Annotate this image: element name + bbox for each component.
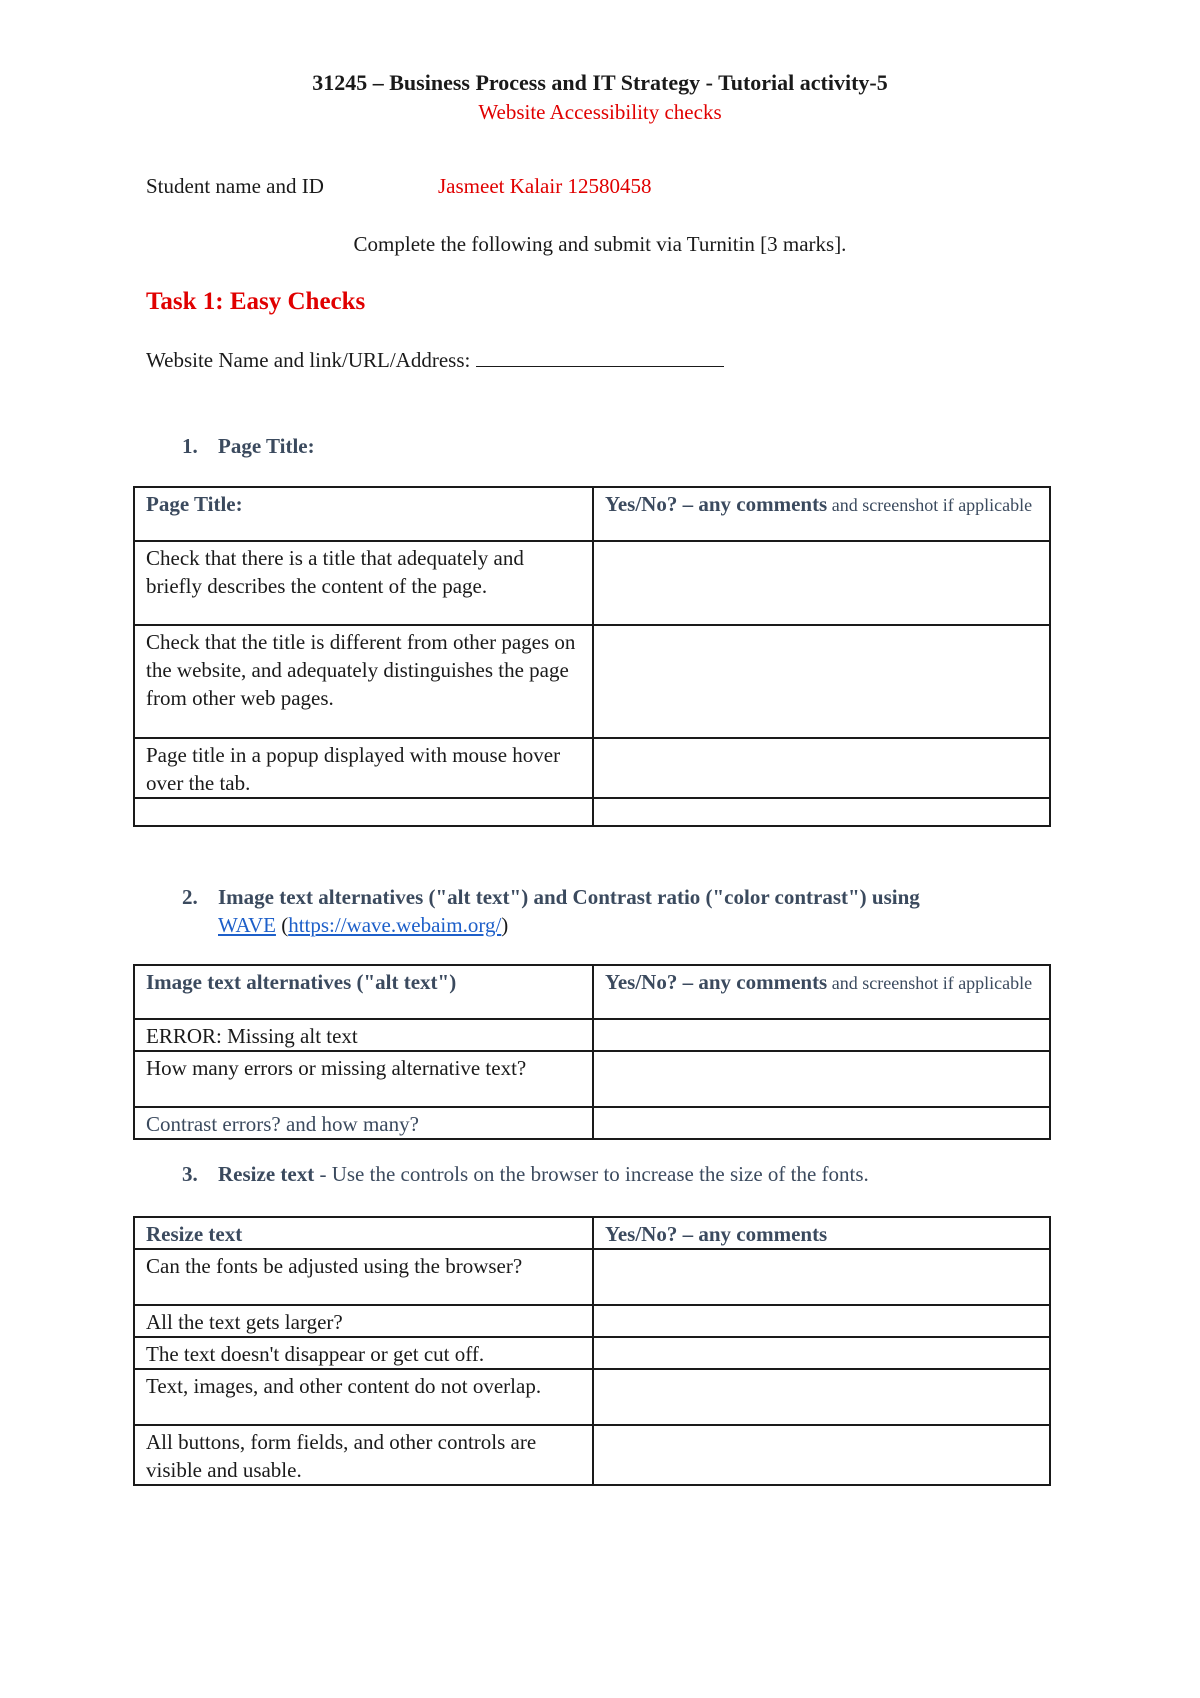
- table-cell-answer[interactable]: [593, 1305, 1050, 1337]
- student-value: Jasmeet Kalair 12580458: [438, 174, 652, 198]
- table-cell-check: How many errors or missing alternative text?: [134, 1051, 593, 1107]
- table-header-row: [134, 965, 1050, 1019]
- table-header-left: Image text alternatives ("alt text"): [134, 965, 593, 1019]
- table-cell-answer[interactable]: [593, 1107, 1050, 1139]
- website-field: [146, 346, 724, 373]
- page-title-table: [133, 486, 1051, 827]
- website-label: Website Name and link/URL/Address:: [146, 348, 471, 372]
- table-header-right: [593, 965, 1050, 1019]
- wave-url-link[interactable]: https://wave.webaim.org/: [288, 913, 502, 937]
- table-row: [134, 1425, 1050, 1485]
- table-cell-answer[interactable]: [593, 1019, 1050, 1051]
- header-right-bold: Yes/No? – any comments: [605, 970, 828, 994]
- wave-link[interactable]: WAVE: [218, 913, 276, 937]
- alt-text-table: [133, 964, 1051, 1140]
- document-title: 31245 – Business Process and IT Strategy - Tutorial activity-5: [312, 70, 888, 95]
- student-label: Student name and ID: [146, 174, 324, 198]
- table-row: [134, 625, 1050, 738]
- table-cell-check: ERROR: Missing alt text: [134, 1019, 593, 1051]
- section2-title: Image text alternatives ("alt text") and Contrast ratio ("color contrast") using: [218, 885, 920, 909]
- table-cell-answer[interactable]: [593, 1249, 1050, 1305]
- table-cell-answer[interactable]: [593, 738, 1050, 798]
- table-header-row: [134, 487, 1050, 541]
- table-row: [134, 1305, 1050, 1337]
- table-cell-answer[interactable]: [593, 625, 1050, 738]
- table-row: [134, 798, 1050, 826]
- table-header-row: [134, 1217, 1050, 1249]
- paren-close: ): [501, 913, 509, 937]
- section3-description: - Use the controls on the browser to increase the size of the fonts.: [314, 1162, 869, 1186]
- table-cell-answer[interactable]: [593, 798, 1050, 826]
- table-row: [134, 1107, 1050, 1139]
- table-row: [134, 1051, 1050, 1107]
- section3-title: Resize text: [218, 1162, 315, 1186]
- table-row: [134, 1019, 1050, 1051]
- section1-title: Page Title:: [218, 434, 315, 458]
- section3-heading: [182, 1162, 869, 1187]
- table-header-right: [593, 1217, 1050, 1249]
- table-row: [134, 1369, 1050, 1425]
- task-heading: Task 1: Easy Checks: [146, 288, 366, 315]
- document-subtitle: Website Accessibility checks: [478, 100, 722, 124]
- table-cell-check: Check that there is a title that adequately and briefly describes the content of the page.: [134, 541, 593, 625]
- resize-text-table: [133, 1216, 1051, 1486]
- table-cell-check: Check that the title is different from other pages on the website, and adequately distinguishes the page from other web pages.: [134, 625, 593, 738]
- section1-heading: [182, 434, 315, 459]
- table-row: [134, 541, 1050, 625]
- table-cell-answer[interactable]: [593, 1051, 1050, 1107]
- table-cell-answer[interactable]: [593, 1337, 1050, 1369]
- table-cell-check: Contrast errors? and how many?: [134, 1107, 593, 1139]
- table-cell-check: Page title in a popup displayed with mouse hover over the tab.: [134, 738, 593, 798]
- table-cell-answer[interactable]: [593, 1369, 1050, 1425]
- section2-heading: [182, 883, 1042, 939]
- table-header-left: Resize text: [134, 1217, 593, 1249]
- table-cell-check: All buttons, form fields, and other controls are visible and usable.: [134, 1425, 593, 1485]
- header-right-bold: Yes/No? – any comments: [605, 1222, 828, 1246]
- table-cell-answer[interactable]: [593, 541, 1050, 625]
- table-cell-check: The text doesn't disappear or get cut off.: [134, 1337, 593, 1369]
- paren-open: (: [275, 913, 289, 937]
- table-cell-check: Can the fonts be adjusted using the browser?: [134, 1249, 593, 1305]
- instruction-text: Complete the following and submit via Turnitin [3 marks].: [353, 232, 847, 256]
- table-header-left: Page Title:: [134, 487, 593, 541]
- table-cell-answer[interactable]: [593, 1425, 1050, 1485]
- table-cell-check: All the text gets larger?: [134, 1305, 593, 1337]
- header-right-small: and screenshot if applicable: [827, 495, 1033, 515]
- table-row: [134, 738, 1050, 798]
- table-row: [134, 1337, 1050, 1369]
- table-cell-check: [134, 798, 593, 826]
- section2-number: 2.: [182, 885, 198, 909]
- table-header-right: [593, 487, 1050, 541]
- header-right-bold: Yes/No? – any comments: [605, 492, 828, 516]
- section1-number: 1.: [182, 434, 198, 458]
- header-right-small: and screenshot if applicable: [827, 973, 1033, 993]
- table-cell-check: Text, images, and other content do not overlap.: [134, 1369, 593, 1425]
- website-blank-line: [476, 346, 724, 367]
- section3-number: 3.: [182, 1162, 198, 1186]
- table-row: [134, 1249, 1050, 1305]
